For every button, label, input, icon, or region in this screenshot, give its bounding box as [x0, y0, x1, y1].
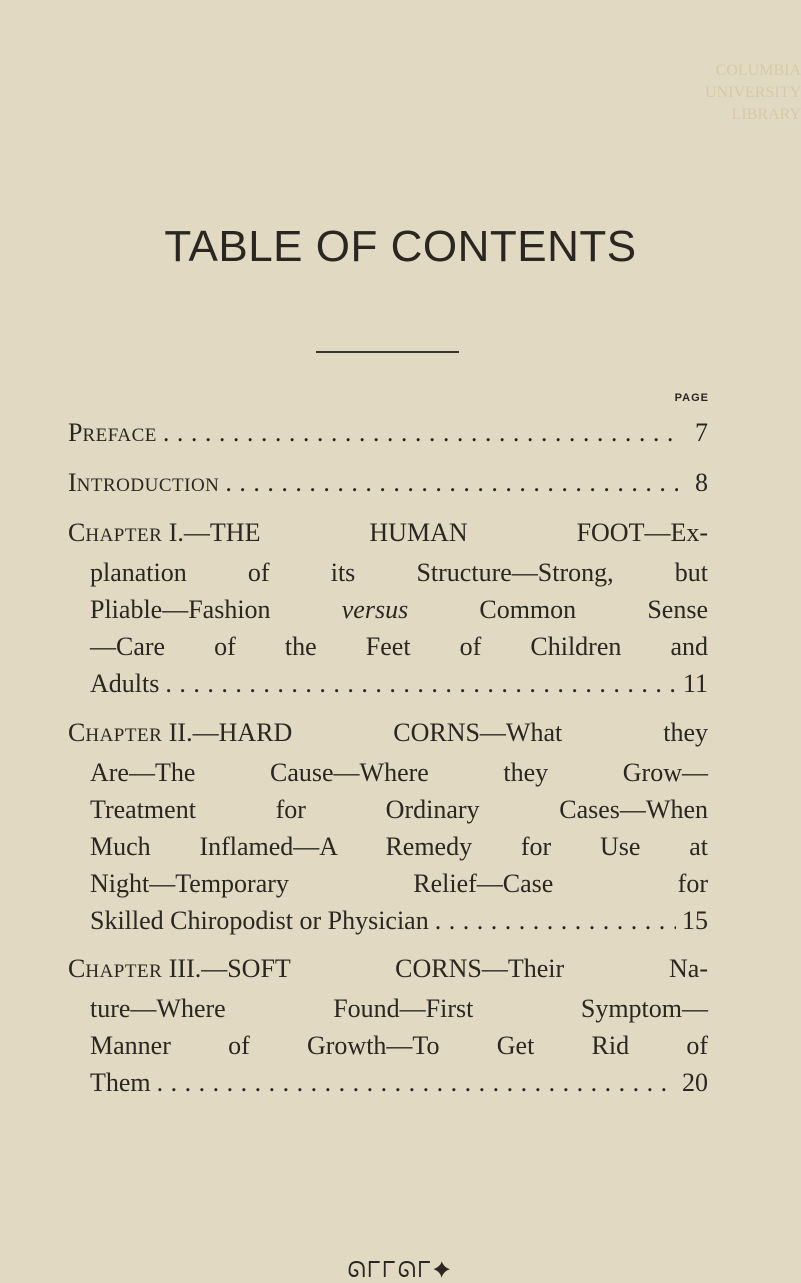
toc-line: Much Inflamed—A Remedy for Use at	[90, 832, 708, 861]
toc-line: Are—The Cause—Where they Grow—	[90, 758, 708, 787]
toc-line: —Care of the Feet of Children and	[90, 632, 708, 661]
toc-entry-chapter-2	[68, 714, 708, 939]
toc-entry-chapter-3	[68, 950, 708, 1101]
toc-line: Night—Temporary Relief—Case for	[90, 869, 708, 898]
introduction-initial: I	[68, 468, 77, 497]
chapter-word: CHAPTER	[68, 718, 163, 747]
introduction-rest: NTRODUCTION	[76, 475, 220, 496]
dot-leader	[435, 902, 676, 939]
library-stamp	[651, 60, 801, 126]
dot-leader	[225, 464, 678, 501]
toc-line: Adults	[90, 669, 160, 698]
preface-initial: P	[68, 418, 83, 447]
chapter-word: CHAPTER	[68, 954, 163, 983]
toc-entry-title	[68, 464, 219, 504]
library-stamp-line: UNIVERSITY	[705, 84, 801, 101]
page-column-label: PAGE	[674, 392, 709, 404]
dot-leader	[157, 1064, 676, 1101]
chapter-word: CHAPTER	[68, 518, 163, 547]
page-number: 15	[682, 906, 708, 935]
library-stamp-line: LIBRARY	[731, 106, 801, 123]
title-rule	[316, 351, 459, 353]
toc-line: planation of its Structure—Strong, but	[90, 558, 708, 587]
toc-entry-introduction	[68, 464, 708, 504]
toc-line: ture—Where Found—First Symptom—	[90, 994, 708, 1023]
toc-line: II.—HARD CORNS—What they	[168, 718, 708, 747]
page-number: 11	[682, 669, 708, 698]
page-title: TABLE OF CONTENTS	[164, 222, 637, 271]
toc-line: III.—SOFT CORNS—Their Na-	[168, 954, 708, 983]
toc-entry-preface	[68, 414, 708, 454]
page-number: 20	[682, 1068, 708, 1097]
toc-entry-chapter-1	[68, 514, 708, 702]
toc-line: I.—THE HUMAN FOOT—Ex-	[168, 518, 708, 547]
toc-line: Manner of Growth—To Get Rid of	[90, 1031, 708, 1060]
cropped-bottom-text: ᘏᒥᒥᘏᒥ✦	[347, 1257, 453, 1282]
page-number: 8	[695, 468, 708, 497]
library-stamp-line: COLUMBIA	[715, 62, 801, 79]
toc-line: Treatment for Ordinary Cases—When	[90, 795, 708, 824]
dot-leader	[165, 665, 677, 702]
toc-entry-title	[68, 414, 157, 454]
preface-rest: REFACE	[82, 425, 157, 446]
dot-leader	[163, 414, 678, 451]
toc-line: Them	[90, 1068, 151, 1097]
page-number: 7	[695, 418, 708, 447]
toc-line: Pliable—Fashion versus Common Sense	[90, 595, 708, 624]
toc-line: Skilled Chiropodist or Physician	[90, 906, 429, 935]
